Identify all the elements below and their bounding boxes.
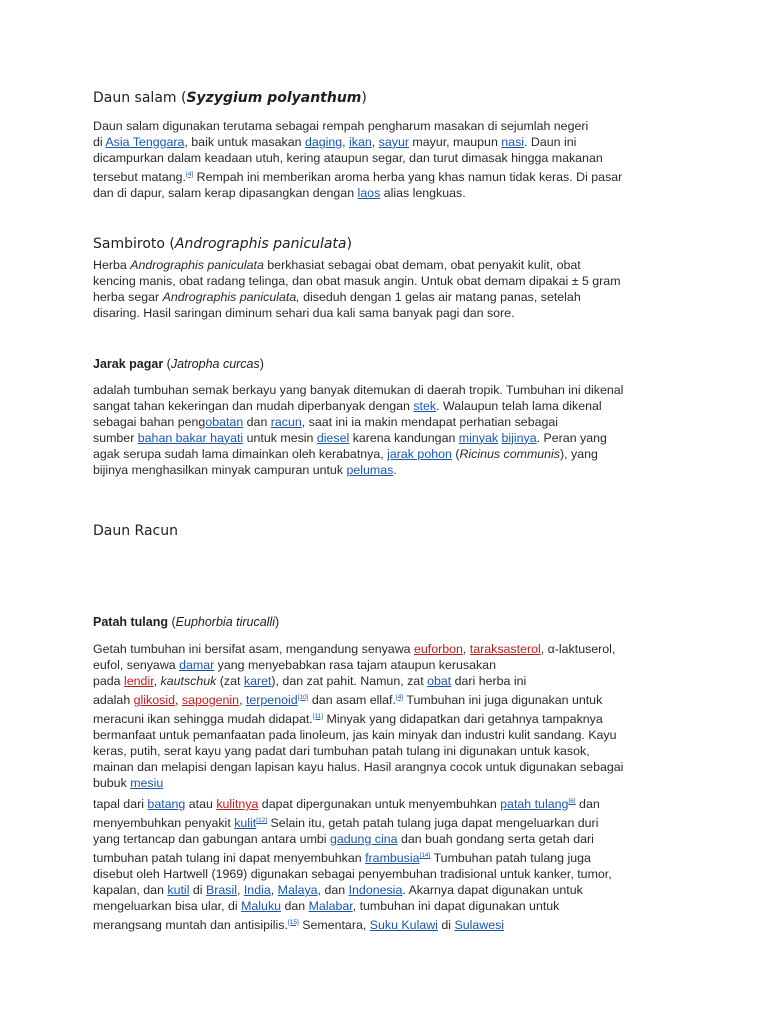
text-line: sangat tahan kekeringan dan mudah diperbanyak dengan stek. Walaupun telah lama dikenal	[93, 398, 602, 413]
paragraph-sambiroto	[93, 258, 678, 322]
text-line: disebut oleh Hartwell (1969) digunakan sebagai penyembuhan tradisional untuk kanker, tumor,	[93, 867, 612, 881]
reference-14[interactable]: [14]	[419, 851, 431, 859]
link-bahan-bakar-hayati[interactable]: bahan bakar hayati	[137, 430, 244, 445]
link-laos[interactable]: laos	[357, 185, 381, 200]
link-frambusia[interactable]: frambusia	[365, 851, 420, 866]
text-line: tapal dari batang atau kulitnya dapat dipergunakan untuk menyembuhkan patah tulang[6] dan	[93, 797, 600, 812]
reference-10[interactable]: [10]	[297, 693, 309, 701]
link-karet[interactable]: karet	[243, 673, 272, 688]
link-kutil[interactable]: kutil	[167, 882, 190, 897]
link-asia-tenggara[interactable]: Asia Tenggara	[105, 134, 185, 149]
heading-daun-salam: Daun salam (Syzygium polyanthum)	[93, 90, 367, 106]
link-suku-kulawi[interactable]: Suku Kulawi	[369, 917, 438, 932]
text-line: keras, putih, serat kayu yang padat dari tumbuhan patah tulang ini digunakan untuk kasok,	[93, 743, 590, 758]
paragraph-patah-tulang-2	[93, 794, 678, 934]
link-racun[interactable]: racun	[270, 414, 302, 429]
link-brasil[interactable]: Brasil	[205, 882, 237, 897]
text-line: mengeluarkan bisa ular, di Maluku dan Malabar, tumbuhan ini dapat digunakan untuk	[93, 898, 560, 913]
heading-patah-tulang: Patah tulang (Euphorbia tirucalli)	[93, 615, 280, 629]
link-nasi[interactable]: nasi	[501, 134, 525, 149]
reference-12[interactable]: [12]	[256, 817, 268, 825]
text-line: bermanfaat untuk pemanfaatan pada linoleum, jas kain minyak dan industri kulit sandang. Kayu	[93, 727, 617, 742]
text-line: Getah tumbuhan ini bersifat asam, mengandung senyawa euforbon, taraksasterol, α-laktuserol,	[93, 642, 616, 656]
heading-latin: Syzygium polyanthum	[186, 90, 362, 106]
link-patah-tulang[interactable]: patah tulang	[500, 797, 569, 812]
text-line: merangsang muntah dan antisipilis.[15] Sementara, Suku Kulawi di Sulawesi	[93, 917, 505, 932]
heading-text: Patah tulang	[93, 615, 169, 629]
link-kulitnya[interactable]: kulitnya	[216, 797, 259, 812]
text-line: dicampurkan dalam keadaan utuh, kering ataupun segar, dan turut dimasak hingga makanan	[93, 150, 603, 165]
link-sulawesi[interactable]: Sulawesi	[454, 917, 505, 932]
link-euforbon[interactable]: euforbon	[413, 642, 463, 656]
reference-11[interactable]: [11]	[312, 712, 324, 720]
link-malaya[interactable]: Malaya	[277, 882, 318, 897]
link-sapogenin[interactable]: sapogenin	[181, 692, 240, 707]
heading-text: Daun Racun	[93, 523, 178, 539]
text-line: kencing manis, obat radang telinga, dan obat masuk angin. Untuk obat demam dipakai ± 5 gram	[93, 273, 621, 288]
link-sayur[interactable]: sayur	[378, 134, 409, 149]
text-line: bubuk mesiu	[93, 775, 164, 790]
link-malabar[interactable]: Malabar	[308, 898, 353, 913]
heading-jarak-pagar: Jarak pagar (Jatropha curcas)	[93, 357, 264, 371]
link-india[interactable]: India	[243, 882, 271, 897]
text-line: kapalan, dan kutil di Brasil, India, Malaya, dan Indonesia. Akarnya dapat digunakan untuk	[93, 882, 583, 897]
heading-latin: Jatropha curcas	[170, 357, 260, 371]
link-bijinya[interactable]: bijinya	[501, 430, 537, 445]
link-minyak[interactable]: minyak	[458, 430, 499, 445]
heading-text: Daun salam	[93, 90, 177, 106]
link-pelumas[interactable]: pelumas	[346, 462, 394, 477]
heading-sambiroto: Sambiroto (Andrographis paniculata)	[93, 236, 352, 252]
link-mesiu[interactable]: mesiu	[130, 775, 164, 790]
text-line: sumber bahan bakar hayati untuk mesin diesel karena kandungan minyak bijinya. Peran yang	[93, 430, 607, 445]
link-kulit[interactable]: kulit	[234, 816, 257, 831]
link-ikan[interactable]: ikan	[349, 134, 372, 149]
text-line: bijinya menghasilkan minyak campuran untuk pelumas.	[93, 462, 397, 477]
text-line: meracuni ikan sehingga mudah didapat.[11] Minyak yang didapatkan dari getahnya tampaknya	[93, 711, 603, 726]
text-line: pada lendir, kautschuk (zat karet), dan zat pahit. Namun, zat obat dari herba ini	[93, 673, 527, 688]
reference-6[interactable]: [6]	[568, 798, 576, 805]
text-line: agak serupa sudah lama dimainkan oleh kerabatnya, jarak pohon (Ricinus communis), yang	[93, 446, 598, 461]
link-gadung-cina[interactable]: gadung cina	[329, 832, 398, 847]
link-jarak-pohon[interactable]: jarak pohon	[387, 446, 452, 461]
reference-15[interactable]: [15]	[287, 918, 299, 926]
text-line: Herba Andrographis paniculata berkhasiat sebagai obat demam, obat penyakit kulit, obat	[93, 258, 581, 272]
text-line: disaring. Hasil saringan diminum sehari dua kali sama banyak pagi dan sore.	[93, 305, 515, 320]
text-line: sebagai bahan pengobatan dan racun, saat ini ia makin mendapat perhatian sebagai	[93, 414, 559, 429]
link-diesel[interactable]: diesel	[316, 430, 350, 445]
text-line: yang tertancap dan gabungan antara umbi gadung cina dan buah gondang serta getah dari	[93, 832, 594, 847]
link-terpenoid[interactable]: terpenoid	[245, 692, 298, 707]
link-indonesia[interactable]: Indonesia	[348, 882, 403, 897]
text-line: adalah glikosid, sapogenin, terpenoid[10] dan asam ellaf.[4] Tumbuhan ini juga digunakan untuk	[93, 692, 603, 707]
text-line: herba segar Andrographis paniculata, diseduh dengan 1 gelas air matang panas, setelah	[93, 289, 581, 304]
text-line: tersebut matang.[4] Rempah ini memberikan aroma herba yang khas namun tidak keras. Di pasar	[93, 169, 623, 184]
link-obatan[interactable]: obatan	[205, 414, 244, 429]
link-daging[interactable]: daging	[304, 134, 343, 149]
text-line: menyembuhkan penyakit kulit[12] Selain itu, getah patah tulang juga dapat mengeluarkan duri	[93, 816, 599, 831]
paragraph-daun-salam	[93, 119, 678, 202]
heading-text: Jarak pagar	[93, 357, 164, 371]
reference-4[interactable]: [4]	[395, 693, 404, 701]
link-taraksasterol[interactable]: taraksasterol	[469, 642, 541, 656]
link-batang[interactable]: batang	[147, 797, 186, 812]
text-line: dan di dapur, salam kerap dipasangkan dengan laos alias lengkuas.	[93, 185, 466, 200]
heading-latin: Andrographis paniculata	[174, 236, 347, 252]
text-line: di Asia Tenggara, baik untuk masakan daging, ikan, sayur mayur, maupun nasi. Daun ini	[93, 134, 577, 149]
text-line: adalah tumbuhan semak berkayu yang banyak ditemukan di daerah tropik. Tumbuhan ini dikenal	[93, 383, 624, 397]
link-lendir[interactable]: lendir	[124, 673, 154, 688]
text-line: Daun salam digunakan terutama sebagai rempah pengharum masakan di sejumlah negeri	[93, 119, 589, 133]
text-line: tumbuhan patah tulang ini dapat menyembuhkan frambusia[14] Tumbuhan patah tulang juga	[93, 851, 591, 866]
link-maluku[interactable]: Maluku	[241, 898, 282, 913]
text-line: eufol, senyawa damar yang menyebabkan rasa tajam ataupun kerusakan	[93, 657, 496, 672]
link-damar[interactable]: damar	[179, 657, 215, 672]
link-glikosid[interactable]: glikosid	[133, 692, 175, 707]
link-obat[interactable]: obat	[427, 673, 452, 688]
paragraph-jarak-pagar	[93, 383, 678, 478]
heading-latin: Euphorbia tirucalli	[175, 615, 276, 629]
link-stek[interactable]: stek	[413, 398, 437, 413]
heading-text: Sambiroto	[93, 236, 165, 252]
reference-4[interactable]: [4]	[185, 170, 194, 178]
heading-daun-racun	[93, 523, 178, 539]
text-line: mainan dan melapisi dengan lapisan kayu halus. Hasil arangnya cocok untuk digunakan sebagai	[93, 759, 624, 774]
paragraph-patah-tulang-1	[93, 642, 678, 791]
